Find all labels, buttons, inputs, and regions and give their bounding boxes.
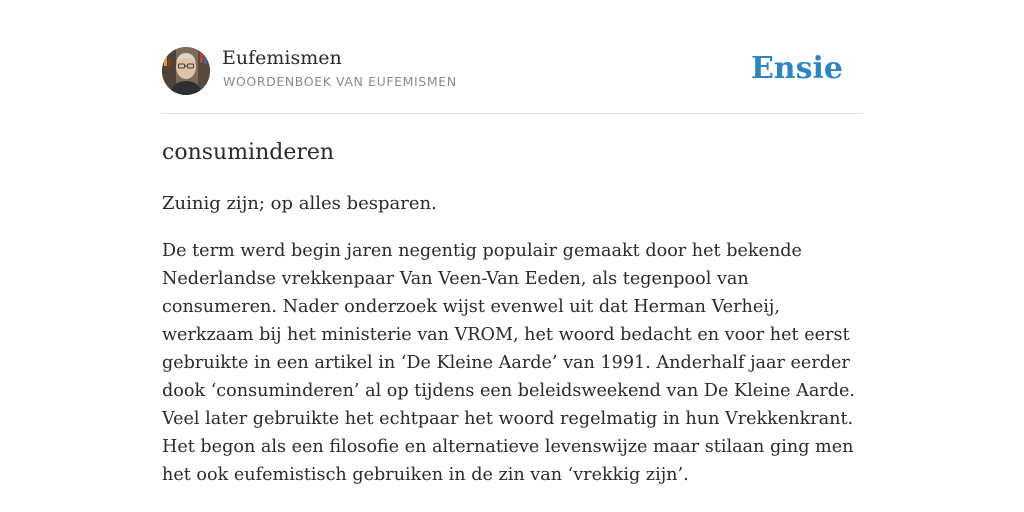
entry-term: consuminderen <box>162 140 335 165</box>
author-subtitle[interactable]: WOORDENBOEK VAN EUFEMISMEN <box>223 74 457 89</box>
brand-logo[interactable]: Ensie <box>750 51 843 86</box>
entry-definition: Zuinig zijn; op alles besparen. <box>162 193 437 214</box>
author-name[interactable]: Eufemismen <box>222 47 342 69</box>
header <box>162 47 862 95</box>
header-divider <box>162 113 862 114</box>
author-avatar[interactable] <box>162 47 210 95</box>
avatar-portrait-icon <box>162 47 210 95</box>
entry-explanation: De term werd begin jaren negentig populair gemaakt door het bekende Nederlandse vrekkenpaar Van Veen-Van Eeden, als tegenpool van consumeren. Nader onderzoek wijst evenwel uit dat Herman Verheij, werkzaam bij het ministerie van VROM, het woord bedacht en voor het eerst gebruikte in een artikel in ‘De Kleine Aarde’ van 1991. Anderhalf jaar eerder dook ‘consuminderen’ al op tijdens een beleidsweekend van De Kleine Aarde. Veel later gebruikte het echtpaar het woord regelmatig in hun Vrekkenkrant. Het begon als een filosofie en alternatieve levenswijze maar stilaan ging men het ook eufemistisch gebruiken in de zin van ‘vrekkig zijn’. <box>162 241 856 485</box>
entry-card <box>162 0 862 512</box>
